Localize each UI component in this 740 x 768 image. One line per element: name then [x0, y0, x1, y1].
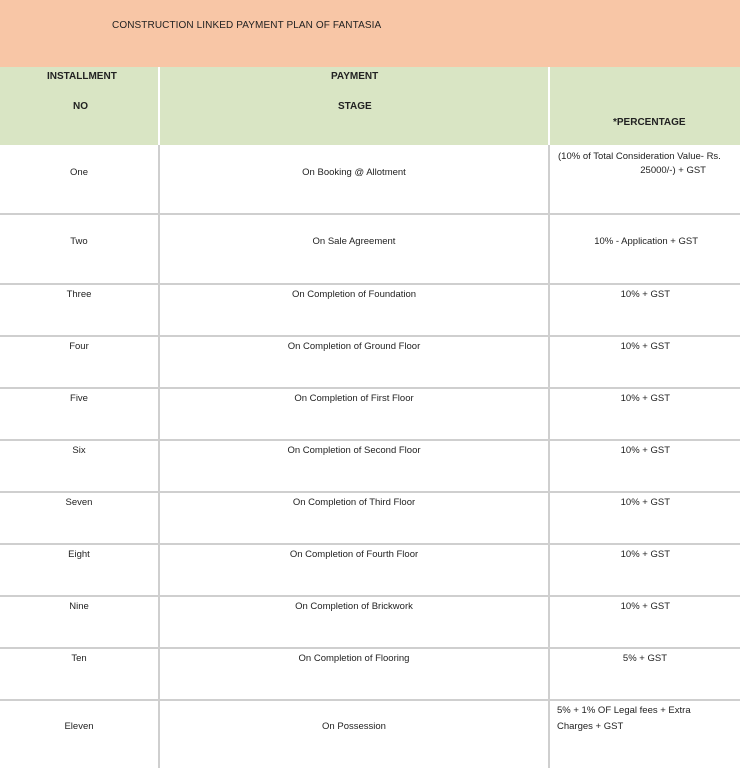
header-installment-label: INSTALLMENT: [47, 71, 117, 82]
table-row: [0, 597, 740, 647]
percentage: 10% + GST: [620, 601, 670, 612]
payment-stage: On Completion of Fourth Floor: [289, 549, 419, 560]
installment-no: Four: [69, 341, 89, 352]
payment-stage: On Completion of First Floor: [294, 393, 414, 404]
percentage: 5% + GST: [622, 653, 667, 664]
table-row: [0, 389, 740, 439]
column-divider: [158, 145, 160, 768]
header-cell-installment: [0, 67, 158, 145]
percentage: 10% + GST: [620, 445, 670, 456]
row-divider: [0, 213, 740, 215]
payment-stage: On Completion of Foundation: [291, 289, 417, 300]
installment-no: Eight: [68, 549, 90, 560]
column-divider: [548, 145, 550, 768]
installment-no: Ten: [71, 653, 87, 664]
title-bar: [0, 0, 740, 67]
payment-stage: On Completion of Third Floor: [292, 497, 416, 508]
installment-no: Two: [70, 236, 88, 247]
row-divider: [0, 595, 740, 597]
percentage: 10% + GST: [620, 393, 670, 404]
page-title: CONSTRUCTION LINKED PAYMENT PLAN OF FANTASIA: [112, 20, 382, 31]
row-divider: [0, 283, 740, 285]
table-row: [0, 649, 740, 699]
row-divider: [0, 491, 740, 493]
installment-no: Eleven: [64, 721, 94, 732]
table-row: [0, 701, 740, 768]
table-row: [0, 441, 740, 491]
table-row: [0, 337, 740, 387]
row-divider: [0, 387, 740, 389]
installment-no: Three: [66, 289, 92, 300]
payment-stage: On Completion of Second Floor: [287, 445, 421, 456]
percentage: 10% + GST: [620, 289, 670, 300]
payment-stage: On Completion of Ground Floor: [287, 341, 421, 352]
installment-no: Five: [70, 393, 88, 404]
row-divider: [0, 647, 740, 649]
payment-stage: On Possession: [322, 721, 386, 732]
installment-no: Six: [72, 445, 86, 456]
row-divider: [0, 439, 740, 441]
table-row: [0, 493, 740, 543]
table-row: [0, 145, 740, 213]
installment-no: Seven: [65, 497, 93, 508]
row-divider: [0, 699, 740, 701]
table-row: [0, 285, 740, 335]
installment-no: One: [70, 167, 88, 178]
table-row: [0, 215, 740, 283]
row-divider: [0, 335, 740, 337]
percentage-line-1: 5% + 1% OF Legal fees + Extra: [557, 705, 691, 716]
percentage-line-2: Charges + GST: [557, 721, 624, 732]
percentage: 10% + GST: [620, 549, 670, 560]
header-cell-payment: [160, 67, 548, 145]
header-stage-label: STAGE: [338, 101, 372, 112]
table-row: [0, 545, 740, 595]
header-payment-label: PAYMENT: [331, 71, 379, 82]
percentage: 10% + GST: [620, 497, 670, 508]
percentage-line-2: 25000/-) + GST: [640, 165, 706, 176]
percentage: 10% + GST: [620, 341, 670, 352]
payment-stage: On Completion of Flooring: [298, 653, 410, 664]
header-no-label: NO: [73, 101, 88, 112]
percentage-line-1: (10% of Total Consideration Value- Rs.: [558, 151, 721, 162]
installment-no: Nine: [69, 601, 89, 612]
row-divider: [0, 543, 740, 545]
payment-stage: On Completion of Brickwork: [295, 601, 413, 612]
header-cell-percentage: [550, 67, 740, 145]
payment-stage: On Booking @ Allotment: [302, 167, 406, 178]
payment-stage: On Sale Agreement: [312, 236, 396, 247]
percentage: 10% - Application + GST: [594, 236, 698, 247]
header-percentage-label: *PERCENTAGE: [613, 117, 686, 128]
